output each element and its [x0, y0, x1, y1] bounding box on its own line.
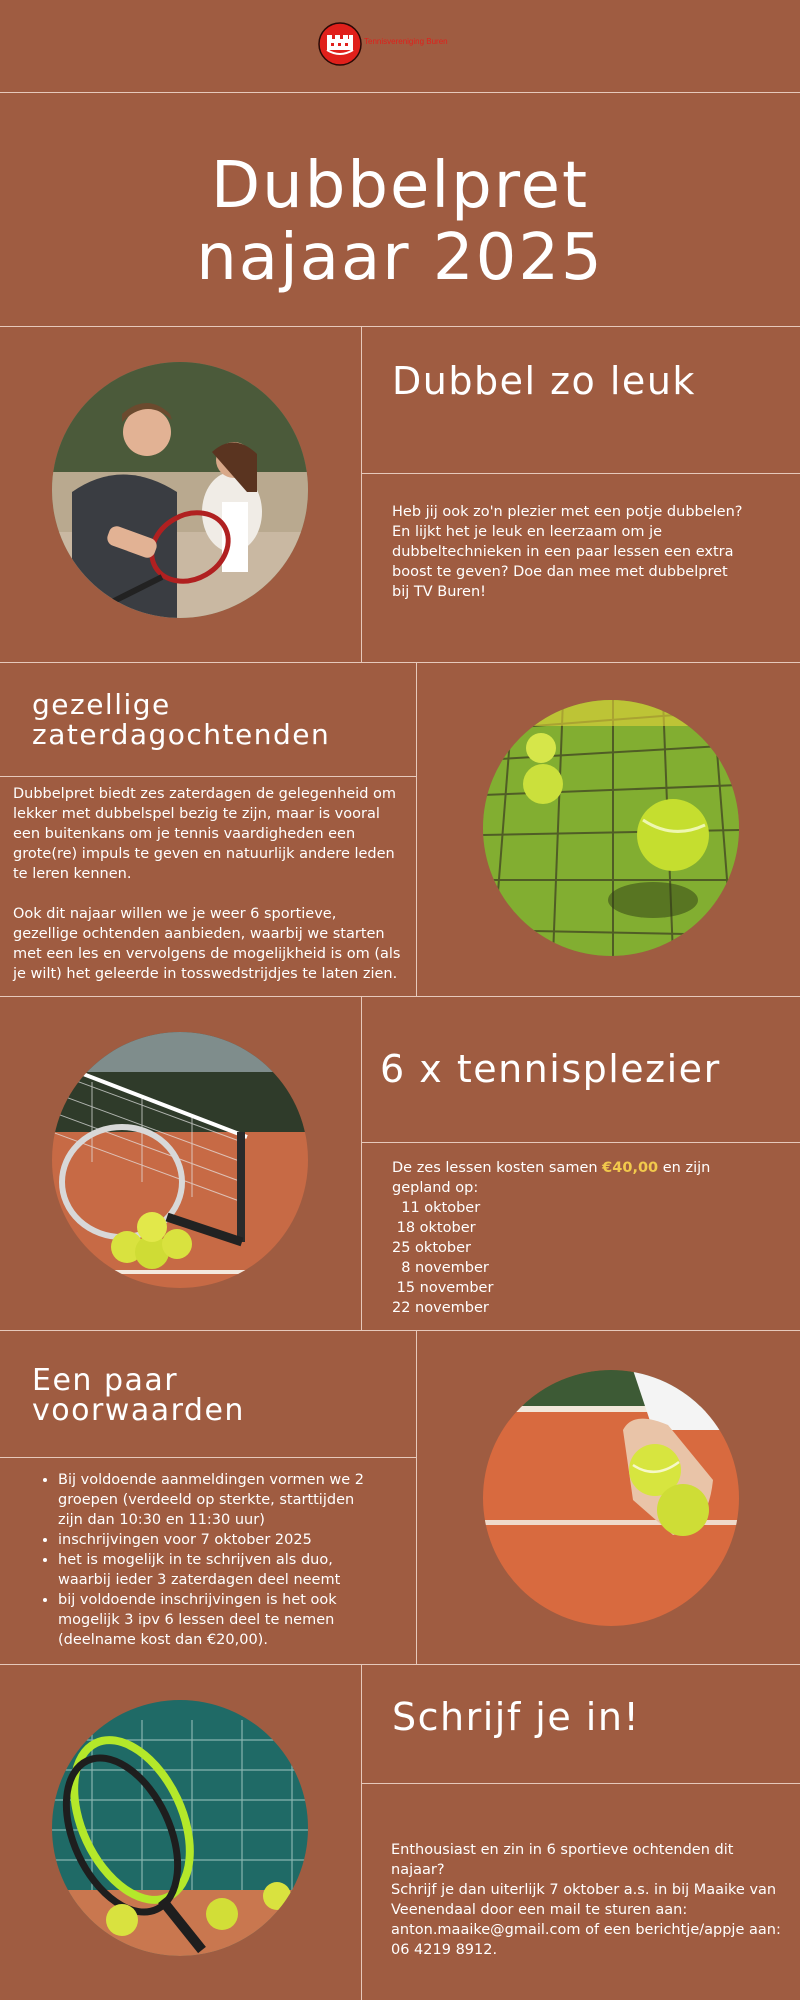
section2-text — [13, 784, 403, 984]
date-item: 22 november — [392, 1300, 489, 1316]
section3-intro-before: De zes lessen kosten samen — [392, 1160, 603, 1176]
club-name: Tennisvereniging Buren — [364, 37, 448, 46]
divider-section2 — [0, 996, 800, 997]
club-logo — [318, 22, 362, 66]
date-item: 11 oktober — [392, 1200, 481, 1216]
section3-intro-after: en zijn gepland op: — [392, 1160, 711, 1196]
section4-heading-line-2: voorwaarden — [32, 1393, 245, 1428]
photo-doubles-players — [52, 362, 308, 618]
section5-line-2: Schrijf je dan uiterlijk 7 oktober a.s. in bij Maaike van Veenendaal door een mail te sturen aan: anton.maaike@gmail.com of een berichtje/appje aan: 06 4219 8912. — [391, 1882, 781, 1958]
section4-heading — [32, 1363, 245, 1428]
section2-heading — [32, 690, 330, 750]
title-line-2: najaar 2025 — [196, 221, 604, 295]
divider-title — [0, 326, 800, 327]
dates-list — [392, 1198, 762, 1318]
title-line-1: Dubbelpret — [210, 149, 590, 223]
section2-heading-line-2: zaterdagochtenden — [32, 718, 331, 751]
divider-section1 — [0, 662, 800, 663]
condition-item: • het is mogelijk in te schrijven als duo, waarbij ieder 3 zaterdagen deel neemt — [58, 1550, 382, 1590]
page-title — [0, 150, 800, 294]
photo-tennis-balls-grass — [483, 700, 739, 956]
condition-item: • Bij voldoende aanmeldingen vormen we 2 groepen (verdeeld op sterkte, starttijden zijn dan 10:30 en 11:30 uur) — [58, 1470, 382, 1530]
section5-text — [391, 1840, 783, 1960]
section5-line-1: Enthousiast en zin in 6 sportieve ochtenden dit najaar? — [391, 1842, 734, 1878]
divider-section4-inner — [0, 1457, 416, 1458]
section3-heading: 6 x tennisplezier — [380, 1047, 721, 1091]
divider-section3-inner — [361, 1142, 800, 1143]
divider-section4 — [0, 1664, 800, 1665]
date-item: 8 november — [392, 1260, 489, 1276]
date-item: 15 november — [392, 1280, 494, 1296]
divider-vertical-1 — [361, 326, 362, 662]
photo-racket-clay-court — [52, 1032, 308, 1288]
condition-item: • inschrijvingen voor 7 oktober 2025 — [58, 1530, 382, 1550]
section3-intro — [392, 1158, 762, 1198]
divider-vertical-4 — [416, 1330, 417, 1664]
date-item: 18 oktober — [392, 1220, 476, 1236]
date-item: 25 oktober — [392, 1240, 471, 1256]
section2-paragraph-1: Dubbelpret biedt zes zaterdagen de gelegenheid om lekker met dubbelspel bezig te zijn, maar is vooral een buitenkans om je tennis vaardigheden een grote(re) impuls te geven en natuurlijk andere leden te leren kennen. — [13, 786, 397, 882]
section1-text: Heb jij ook zo'n plezier met een potje dubbelen? En lijkt het je leuk en leerzaam om je dubbeltechnieken in een paar lessen een extra boost te geven? Doe dan mee met dubbelpret bij TV Buren! — [392, 504, 743, 600]
divider-section3 — [0, 1330, 800, 1331]
section3-text — [392, 1158, 762, 1318]
section5-heading: Schrijf je in! — [392, 1695, 641, 1739]
section2-heading-line-1: gezellige — [32, 688, 171, 721]
divider-section2-inner — [0, 776, 416, 777]
divider-header — [0, 92, 800, 93]
divider-section5-inner — [361, 1783, 800, 1784]
photo-rackets-on-court — [52, 1700, 308, 1956]
divider-vertical-5 — [361, 1664, 362, 2000]
photo-hand-holding-balls — [483, 1370, 739, 1626]
condition-item: • bij voldoende inschrijvingen is het ook mogelijk 3 ipv 6 lessen deel te nemen (deelname kost dan €20,00). — [58, 1590, 382, 1650]
section1-heading: Dubbel zo leuk — [392, 359, 696, 403]
divider-section1-inner — [361, 473, 800, 474]
divider-vertical-2 — [416, 662, 417, 996]
conditions-list — [36, 1470, 382, 1650]
section4-heading-line-1: Een paar — [32, 1363, 179, 1398]
divider-vertical-3 — [361, 996, 362, 1330]
section2-paragraph-2: Ook dit najaar willen we je weer 6 sportieve, gezellige ochtenden aanbieden, waarbij we starten met een les en vervolgens de mogelijkheid is om (als je wilt) het geleerde in tosswedstrijdjes te laten zien. — [13, 906, 401, 982]
price-label: €40,00 — [602, 1160, 659, 1176]
